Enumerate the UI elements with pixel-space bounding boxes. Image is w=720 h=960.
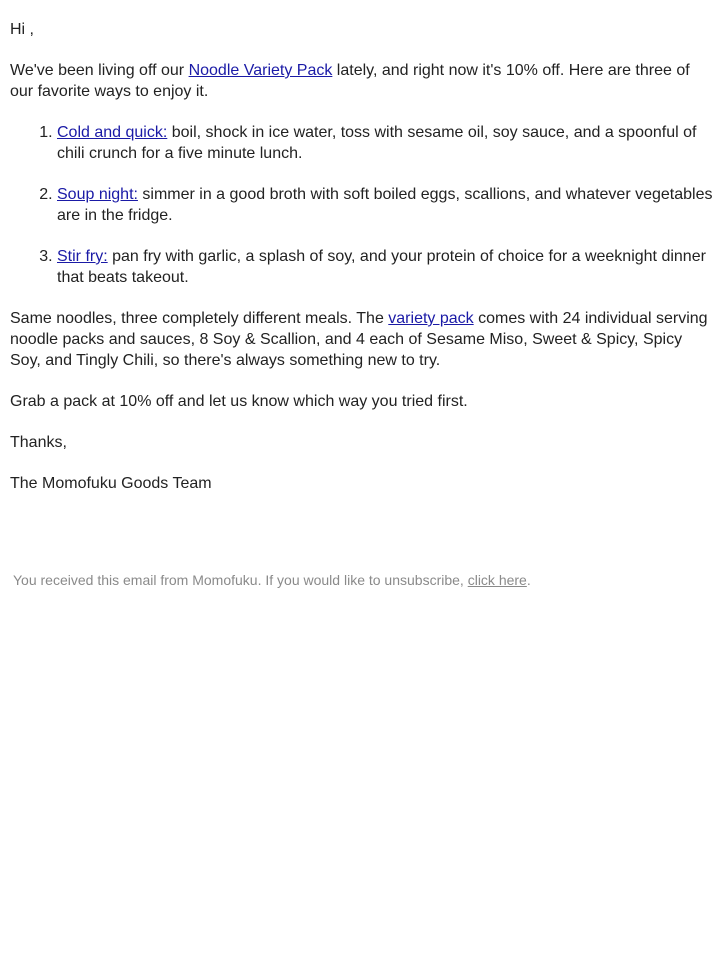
signoff: Thanks, — [10, 434, 67, 451]
email-footer — [13, 571, 713, 589]
variety-pack-link[interactable]: variety pack — [388, 310, 474, 327]
signature: The Momofuku Goods Team — [10, 475, 212, 492]
stir-fry-link[interactable]: Stir fry: — [57, 248, 108, 265]
way-text: simmer in a good broth with soft boiled eggs, scallions, and whatever vegetables are in the fridge. — [57, 186, 713, 224]
summary-text-before: Same noodles, three completely different meals. The — [10, 310, 389, 327]
intro-paragraph — [10, 60, 714, 102]
footer-text-end: . — [526, 572, 531, 588]
footer-text: You received this email from Momofuku. If you would like to unsubscribe, — [13, 572, 468, 588]
summary-text-after: comes with 24 individual serving noodle packs and sauces, 8 Soy & Scallion, and 4 each of Sesame Miso, Sweet & Spicy, Spicy Soy, and Tingly Chili, so there's always something new to try. — [10, 310, 708, 369]
summary-paragraph — [10, 308, 714, 371]
ways-list — [10, 122, 714, 288]
intro-text-before: We've been living off our — [10, 62, 189, 79]
greeting: Hi , — [10, 21, 34, 38]
noodle-variety-pack-link[interactable]: Noodle Variety Pack — [188, 62, 333, 79]
way-text: pan fry with garlic, a splash of soy, and your protein of choice for a weeknight dinner that beats takeout. — [57, 248, 706, 286]
cold-and-quick-link[interactable]: Cold and quick: — [57, 124, 168, 141]
intro-text-after: lately, and right now it's 10% off. Here are three of our favorite ways to enjoy it. — [10, 62, 690, 100]
list-item — [57, 184, 714, 226]
list-item — [57, 122, 714, 164]
way-text: boil, shock in ice water, toss with sesame oil, soy sauce, and a spoonful of chili crunch for a five minute lunch. — [57, 124, 697, 162]
email-body — [10, 19, 714, 514]
list-item — [57, 246, 714, 288]
cta-paragraph: Grab a pack at 10% off and let us know which way you tried first. — [10, 393, 468, 410]
soup-night-link[interactable]: Soup night: — [57, 186, 138, 203]
unsubscribe-link[interactable]: click here — [467, 572, 527, 588]
